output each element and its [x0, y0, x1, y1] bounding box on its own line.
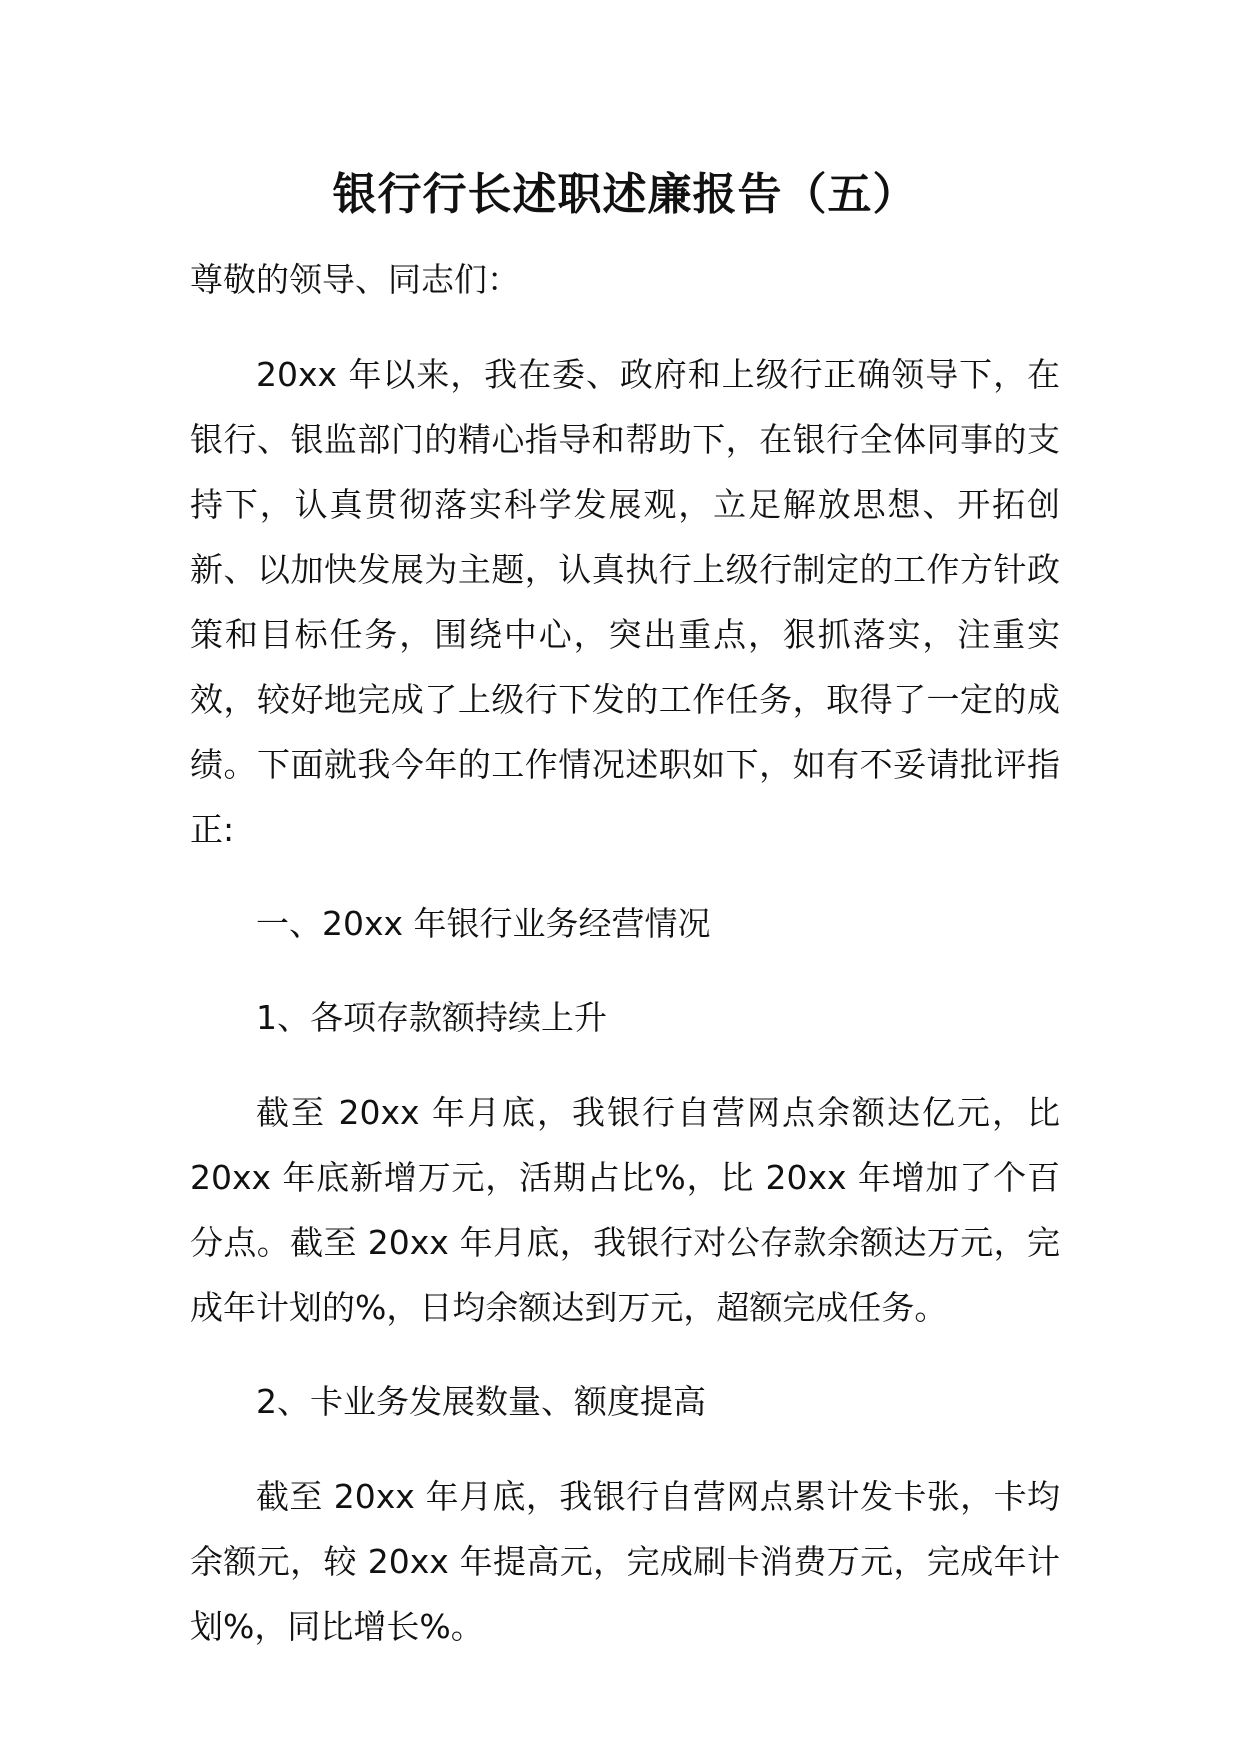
document-title: 银行行长述职述廉报告（五） — [332, 169, 918, 220]
intro-paragraph: 20xx 年以来，我在委、政府和上级行正确领导下，在银行、银监部门的精心指导和帮助下，在银行全体同事的支持下，认真贯彻落实科学发展观，立足解放思想、开拓创新、以加快发展为主题，认真执行上级行制定的工作方针政策和目标任务，围绕中心，突出重点，狠抓落实，注重实效，较好地完成了上级行下发的工作任务，取得了一定的成绩。下面就我今年的工作情况述职如下，如有不妥请批评指正: — [190, 355, 1060, 849]
greeting: 尊敬的领导、同志们： — [190, 260, 520, 299]
item-paragraph: 截至 20xx 年月底，我银行自营网点余额达亿元，比 20xx 年底新增万元，活期占比%，比 20xx 年增加了个百分点。截至 20xx 年月底，我银行对公存款余额达万元，完成年计划的%，日均余额达到万元，超额完成任务。 — [190, 1093, 1060, 1327]
item-heading: 2、卡业务发展数量、额度提高 — [256, 1382, 706, 1421]
item-heading: 1、各项存款额持续上升 — [256, 998, 607, 1037]
section-heading: 一、20xx 年银行业务经营情况 — [256, 904, 711, 943]
document-body — [190, 160, 1060, 1689]
item-paragraph: 截至 20xx 年月底，我银行自营网点累计发卡张，卡均余额元，较 20xx 年提高元，完成刷卡消费万元，完成年计划%，同比增长%。 — [190, 1477, 1060, 1646]
